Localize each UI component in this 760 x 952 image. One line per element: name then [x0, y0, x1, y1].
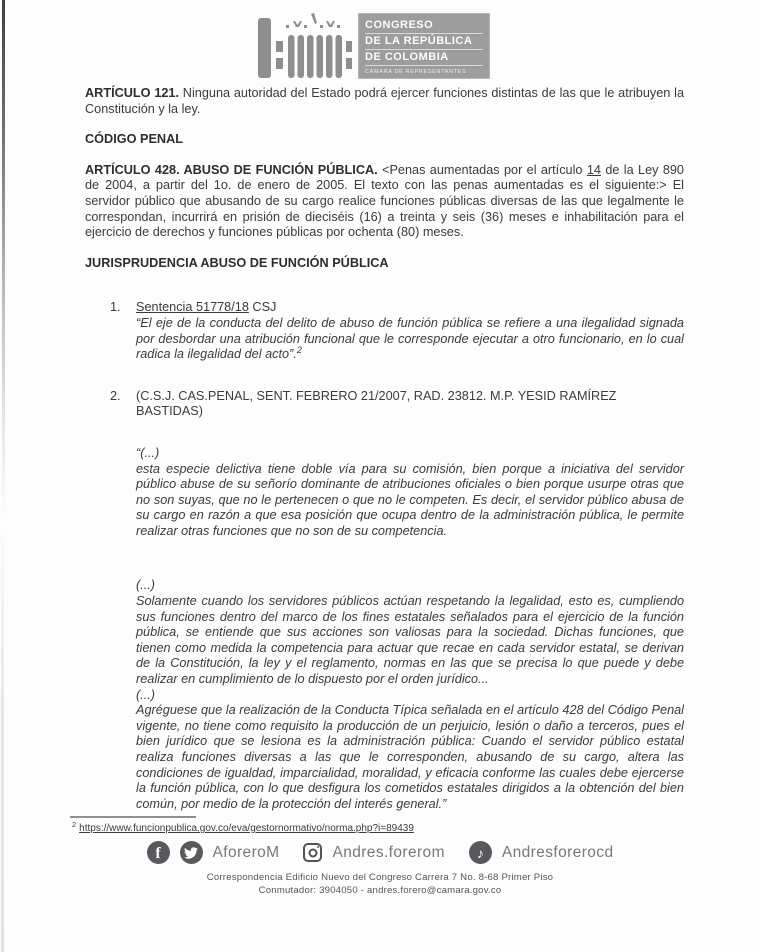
congress-logo-box [358, 13, 490, 79]
footnote [72, 819, 414, 834]
logo-text-line2: DE LA REPÚBLICA [365, 34, 483, 50]
article-428-label: ARTÍCULO 428. ABUSO DE FUNCIÓN PÚBLICA. [85, 162, 378, 177]
article-428-text-before-link: <Penas aumentadas por el artículo [377, 162, 587, 177]
logo-text-line1: CONGRESO [365, 18, 483, 34]
facebook-twitter-handle[interactable]: AforeroM [212, 843, 280, 861]
logo-subtitle: CÁMARA DE REPRESENTANTES [365, 69, 467, 75]
congress-logo [256, 13, 490, 81]
item-1-quote-text: “El eje de la conducta del delito de abuso de función pública se refiere a una ilegalidad signada por desbordar una atribución funcional que le corresponde ejecutar a otro funcionario, en lo cual radica la ilegalidad del acto”. [136, 315, 684, 362]
footnote-marker: 2 [72, 819, 77, 829]
instagram-handle[interactable]: Andres.forerom [332, 843, 445, 861]
item-1-title-rest: CSJ [248, 300, 277, 315]
codigo-penal-heading: CÓDIGO PENAL [85, 132, 183, 147]
tiktok-handle[interactable]: Andresforerocd [501, 843, 614, 861]
article-121-label: ARTÍCULO 121. [85, 86, 180, 100]
item-1-quote [136, 316, 684, 363]
scan-edge-artifact [2, 0, 5, 520]
address-line-1: Correspondencia Edificio Nuevo del Congreso Carrera 7 No. 8-68 Primer Piso [206, 872, 554, 883]
jurisprudencia-heading: JURISPRUDENCIA ABUSO DE FUNCIÓN PÚBLICA [85, 255, 389, 270]
facebook-icon[interactable] [147, 841, 170, 864]
instagram-icon[interactable] [303, 843, 322, 862]
tiktok-glyph: ♪ [476, 844, 484, 861]
address-line-2: Conmutador: 3904050 - andres.forero@camara.gov.co [258, 884, 502, 896]
item-2-number: 2. [110, 388, 121, 403]
article-428-text-after-link: de la Ley 890 de 2004, a partir del 1o. de enero de 2005. El texto con las penas aumentadas es el siguiente:> El servidor público que abusando de su cargo realice funciones públicas diversas de las que legalmente le correspondan, incurrirá en prisión de dieciséis (16) a treinta y seis (36) meses e inhabilitación para el ejercicio de derechos y funciones públicas por ochenta (80) meses. [85, 162, 684, 240]
footer-address [0, 872, 760, 897]
item-1-number: 1. [110, 300, 121, 315]
item-2-paragraph-1: esta especie delictiva tiene doble vía para su comisión, bien porque a iniciativa del servidor público abuse de su señorío dominante de atribuciones oficiales o bien porque usurpe otras que no son suyas, que no le pertenecen o que no le competen. Es decir, el servidor público abusa de su cargo en razón a que esa posición que ocupa dentro de la administración pública, le permite realizar otras funciones que no son de su competencia. [136, 461, 684, 538]
capitol-building-icon [256, 13, 352, 81]
tiktok-icon[interactable] [469, 841, 492, 864]
instagram-lens [308, 848, 317, 857]
footnote-separator [70, 816, 196, 818]
footnote-url-link[interactable]: https://www.funcionpublica.gov.co/eva/gestornormativo/norma.php?i=89439 [79, 823, 414, 834]
logo-text-line3: DE COLOMBIA [365, 50, 483, 66]
item-2-ellipsis-3: (...) [136, 687, 156, 702]
item-2-paragraph-3: Agréguese que la realización de la Conducta Típica señalada en el artículo 428 del Código Penal vigente, no tiene como requisito la producción de un perjuicio, lesión o daño a terceros, pues el bien jurídico que se lesiona es la administración pública: Cuando el servidor público estatal realiza funciones diversas a las que le corresponden, abusando de su cargo, altera las condiciones de igualdad, imparcialidad, moralidad, y eficacia conforme las cuales debe ejercerse la función pública, con lo que desfigura los cometidos estatales dirigidos a la obtención del bien común, por medio de la protección del interés general.” [136, 703, 684, 811]
item-2-ellipsis-2: (...) [136, 578, 156, 593]
sentencia-51778-link[interactable]: Sentencia 51778/18 [136, 300, 249, 315]
item-2-title: (C.S.J. CAS.PENAL, SENT. FEBRERO 21/2007, RAD. 23812. M.P. YESID RAMÍREZ BASTIDAS) [136, 388, 617, 419]
jurisprudencia-item-1 [85, 300, 684, 362]
article-121-paragraph [85, 86, 684, 117]
document-body [85, 86, 684, 825]
article-121-text: Ninguna autoridad del Estado podrá ejercer funciones distintas de las que le atribuyen la Constitución y la ley. [85, 86, 684, 116]
item-1-title [136, 300, 684, 316]
article-428-paragraph [85, 163, 684, 241]
social-media-row [0, 841, 760, 864]
item-2-paragraph-2: Solamente cuando los servidores públicos actúan respetando la legalidad, esto es, cumpliendo sus funciones dentro del marco de los fines estatales señalados para el ejercicio de la función pública, se entiende que sus acciones son valiosas para la sociedad. Dichas funciones, que tienen como medida la competencia para actuar que recae en cada servidor estatal, se derivan de la Constitución, la ley y el reglamento, normas en las que se precisa lo que puede y debe realizar en cumplimiento de lo dispuesto por el orden jurídico... [136, 594, 684, 687]
facebook-glyph: f [155, 844, 161, 862]
item-2-ellipsis-1: “(...) [136, 445, 160, 460]
twitter-bird-glyph [184, 846, 198, 860]
twitter-icon[interactable] [180, 841, 203, 864]
article-14-link[interactable]: 14 [586, 162, 601, 177]
jurisprudencia-item-2 [85, 389, 684, 813]
instagram-dot [317, 846, 319, 848]
footnote-reference: 2 [296, 344, 302, 355]
